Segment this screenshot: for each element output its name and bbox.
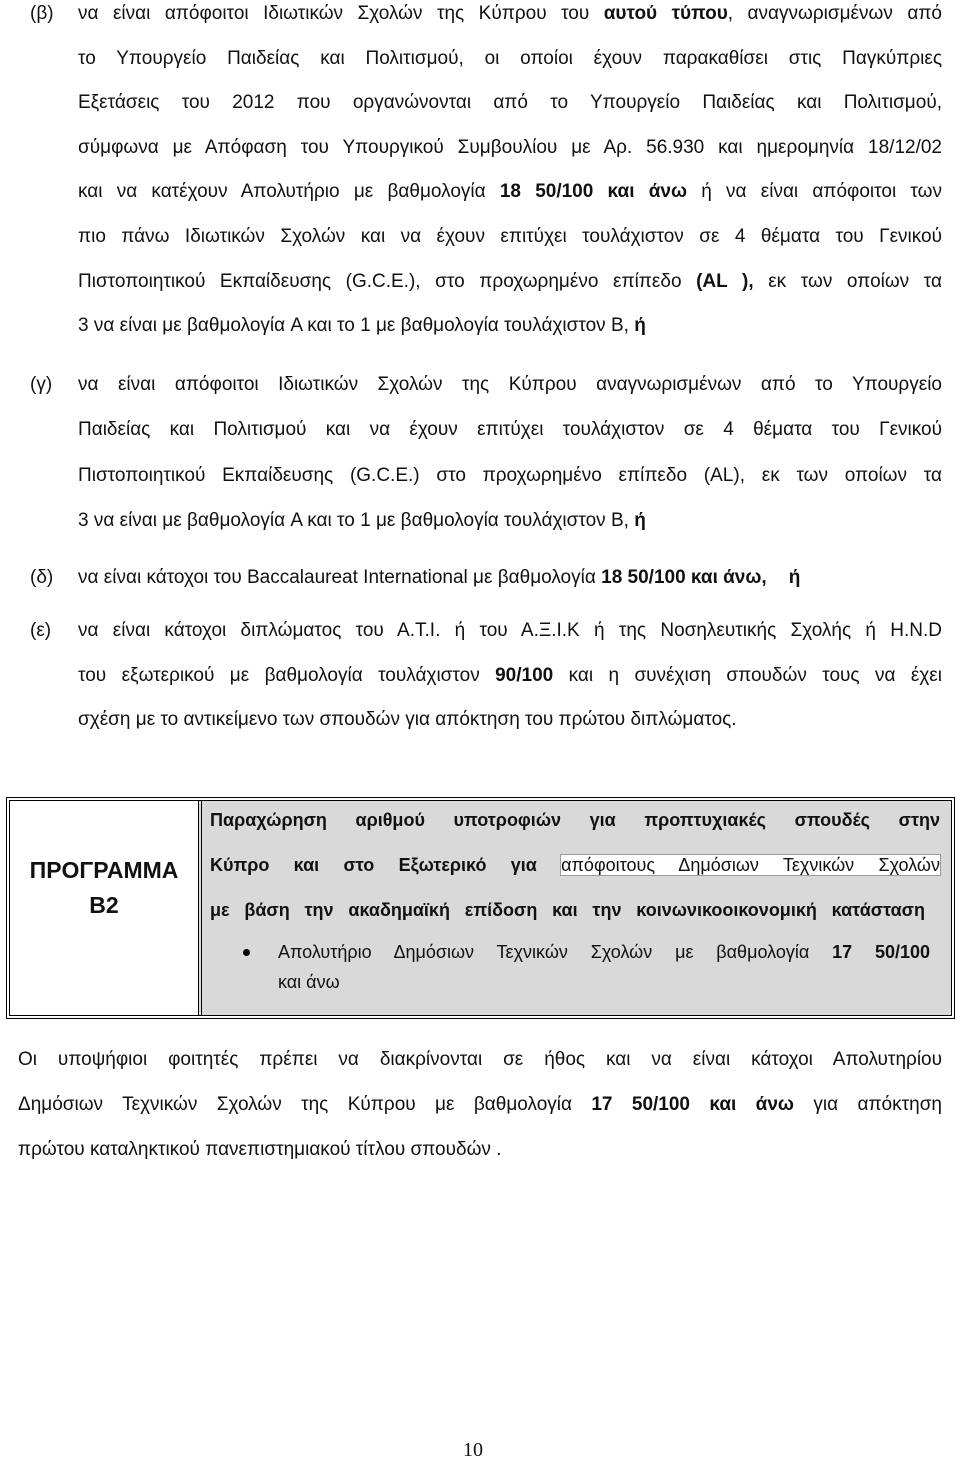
program-box — [6, 797, 955, 1019]
text-run: ή να είναι απόφοιτοι των — [687, 181, 942, 203]
text-line — [78, 416, 942, 444]
text-line — [78, 617, 942, 645]
text-run: Απολυτήριο Δημόσιων Τεχνικών Σχολών με βαθμολογία — [278, 942, 833, 962]
text-line — [78, 45, 942, 73]
text-line — [78, 462, 942, 490]
bold-text: αυτού τύπου — [603, 3, 728, 24]
text-run: να είναι κάτοχοι του Baccalaureat International με βαθμολογία — [78, 567, 602, 588]
text-run: Παιδείας και Πολιτισμού και να έχουν επιτύχει τουλάχιστον σε 4 θέματα του Γενικού — [78, 419, 942, 441]
text-line — [78, 564, 942, 592]
text-run: , αναγνωρισμένων από — [727, 3, 942, 24]
text-run: Οι υποψήφιοι φοιτητές πρέπει να διακρίνονται σε ήθος και να είναι κάτοχοι Απολυτηρίου — [18, 1049, 942, 1070]
program-title-line — [210, 896, 925, 924]
text-line — [78, 312, 942, 340]
note-text — [18, 1046, 942, 1181]
text-line — [78, 0, 942, 28]
program-code-cell — [10, 801, 198, 1015]
item-marker: (δ) — [30, 567, 54, 588]
text-run: και η συνέχιση σπουδών τους να έχει — [553, 664, 942, 686]
highlighted-text: απόφοιτους Δημόσιων Τεχνικών Σχολών — [561, 855, 940, 875]
text-line — [18, 1091, 942, 1119]
program-code: Β2 — [89, 892, 119, 918]
bold-text: ή — [634, 509, 646, 531]
item-text — [78, 0, 942, 357]
text-run: Πιστοποιητικού Εκπαίδευσης (G.C.E.) στο προχωρημένο επίπεδο (AL), εκ των οποίων τα — [78, 464, 942, 486]
item-marker: (ε) — [30, 620, 52, 641]
text-run: πρώτου καταληκτικού πανεπιστημιακού τίτλου σπουδών . — [18, 1139, 502, 1160]
bold-text: 18 50/100 και άνω, — [601, 567, 767, 588]
text-run: το Υπουργείο Παιδείας και Πολιτισμού, οι οποίοι έχουν παρακαθίσει στις Παγκύπριες — [78, 47, 942, 69]
text-line — [78, 223, 942, 251]
text-line — [18, 1046, 942, 1074]
text-run: εκ των οποίων τα — [753, 270, 942, 292]
program-label: ΠΡΟΓΡΑΜΜΑ — [29, 857, 179, 883]
text-run: να είναι κάτοχοι διπλώματος του Α.Τ.Ι. ή του Α.Ξ.Ι.Κ ή της Νοσηλευτικής Σχολής ή H.N.D — [78, 620, 942, 641]
item-marker: (γ) — [30, 374, 53, 395]
criteria-item — [278, 938, 930, 998]
bold-text: 18 50/100 και άνω — [499, 181, 687, 203]
text-line — [278, 968, 930, 996]
text-run: και να κατέχουν Απολυτήριο με βαθμολογία — [78, 181, 500, 203]
program-heading — [10, 853, 198, 923]
text-run: του εξωτερικού με βαθμολογία τουλάχιστον — [78, 664, 496, 686]
text-line — [78, 134, 942, 162]
text-run: Πιστοποιητικού Εκπαίδευσης (G.C.E.), στο προχωρημένο επίπεδο — [78, 270, 697, 292]
text-run: πιο πάνω Ιδιωτικών Σχολών και να έχουν επιτύχει τουλάχιστον σε 4 θέματα του Γενικού — [78, 225, 942, 247]
bold-text: (AL ), — [696, 270, 754, 292]
text-line — [78, 371, 942, 399]
program-title-line — [210, 851, 940, 879]
item-text — [78, 617, 942, 751]
bold-text: Κύπρο και στο Εξωτερικό για — [210, 855, 562, 875]
text-run: για απόκτηση — [793, 1094, 942, 1115]
text-line — [78, 178, 942, 206]
text-run: να είναι απόφοιτοι Ιδιωτικών Σχολών της Κύπρου του — [78, 3, 604, 24]
text-run: να είναι απόφοιτοι Ιδιωτικών Σχολών της Κύπρου αναγνωρισμένων από το Υπουργείο — [78, 374, 942, 395]
text-line — [78, 89, 942, 117]
program-title-line — [210, 806, 940, 834]
bold-text: 90/100 — [495, 664, 554, 686]
text-run: και άνω — [278, 972, 340, 992]
text-line — [278, 938, 930, 966]
bold-text: 17 50/100 — [832, 942, 931, 962]
bullet-icon — [243, 949, 250, 956]
item-text — [78, 564, 942, 592]
text-run: Εξετάσεις του 2012 που οργανώνονται από το Υπουργείο Παιδείας και Πολιτισμού, — [78, 92, 942, 114]
bold-text: με βάση την ακαδημαϊκή επίδοση και την κοινωνικοοικονομική κατάσταση — [210, 900, 925, 920]
text-line — [18, 1136, 942, 1164]
text-run: 3 να είναι με βαθμολογία A και το 1 με βαθμολογία τουλάχιστον B, — [78, 509, 635, 531]
text-line — [78, 268, 942, 296]
bold-text: 17 50/100 και άνω — [591, 1094, 794, 1115]
text-run: σχέση με το αντικείμενο των σπουδών για απόκτηση του πρώτου διπλώματος. — [78, 709, 737, 730]
bold-text: ή — [634, 315, 646, 337]
bold-text: Παραχώρηση αριθμού υποτροφιών για προπτυχιακές σπουδές στην — [210, 810, 940, 830]
text-run: Δημόσιων Τεχνικών Σχολών της Κύπρου με βαθμολογία — [18, 1094, 592, 1115]
item-marker: (β) — [30, 3, 54, 24]
text-line — [78, 706, 942, 734]
text-line — [78, 507, 942, 535]
text-run: σύμφωνα με Απόφαση του Υπουργικού Συμβουλίου με Αρ. 56.930 και ημερομηνία 18/12/02 — [78, 136, 942, 158]
page-number: 10 — [463, 1439, 483, 1461]
bold-text: ή — [788, 567, 801, 588]
text-run: 3 να είναι με βαθμολογία A και το 1 με βαθμολογία τουλάχιστον B, — [78, 315, 635, 337]
text-line — [78, 662, 942, 690]
item-text — [78, 371, 942, 552]
program-details-cell — [198, 801, 951, 1015]
